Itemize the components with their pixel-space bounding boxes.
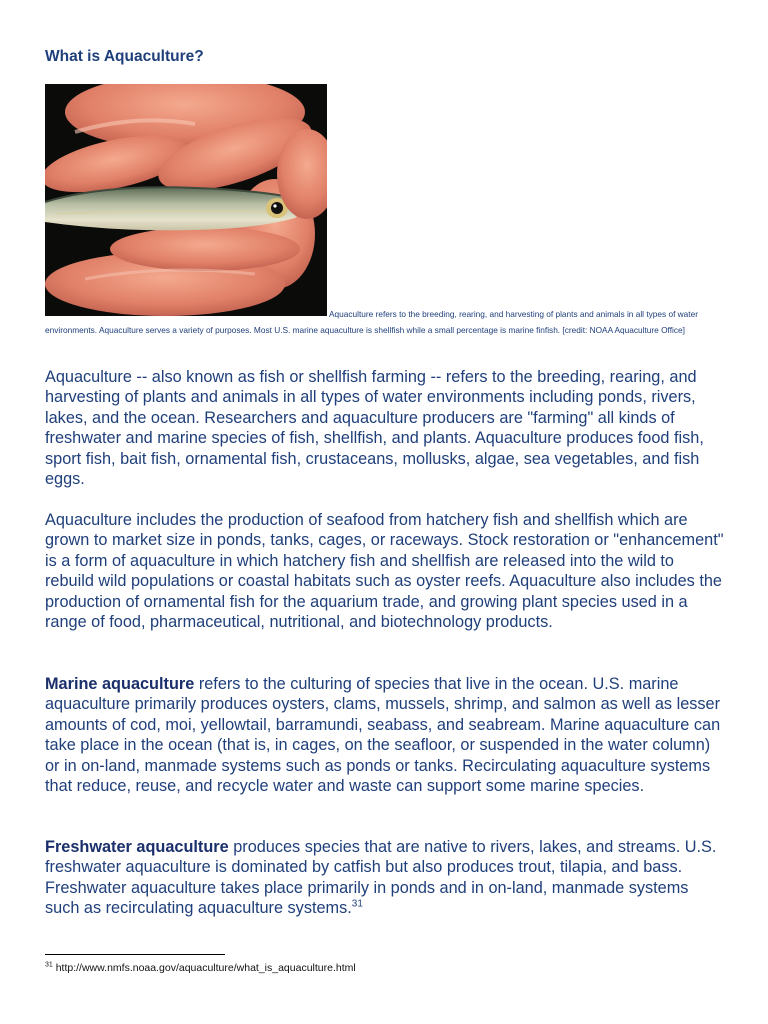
footnote-url[interactable]: http://www.nmfs.noaa.gov/aquaculture/what_is_aquaculture.html — [52, 962, 356, 974]
page-title: What is Aquaculture? — [45, 48, 204, 65]
footnote-divider — [45, 954, 225, 955]
fish-in-hand-photo — [45, 84, 327, 316]
footnote — [45, 962, 356, 974]
marine-aquaculture-term: Marine aquaculture — [45, 675, 195, 693]
paragraph-marine-aquaculture — [45, 674, 725, 796]
paragraph-aquaculture-definition: Aquaculture -- also known as fish or shellfish farming -- refers to the breeding, rearing, and harvesting of plants and animals in all types of water environments including ponds, rivers, lakes, and the ocean. Researchers and aquaculture producers are "farming" all kinds of freshwater and marine species of fish, shellfish, and plants. Aquaculture produces food fish, sport fish, bait fish, ornamental fish, crustaceans, mollusks, algae, sea vegetables, and fish eggs. — [45, 368, 704, 489]
freshwater-aquaculture-text: produces species that are native to rivers, lakes, and streams. U.S. freshwater aquaculture is dominated by catfish but also produces trout, tilapia, and bass. Freshwater aquaculture takes place primarily in ponds and in on-land, manmade systems such as recirculating aquaculture systems. — [45, 838, 717, 918]
paragraph-freshwater-aquaculture — [45, 837, 725, 919]
freshwater-aquaculture-term: Freshwater aquaculture — [45, 838, 229, 856]
footnote-reference[interactable]: 31 — [351, 898, 363, 910]
photo-caption: Aquaculture refers to the breeding, rearing, and harvesting of plants and animals in all types of water environments. Aquaculture serves a variety of purposes. Most U.S. marine aquaculture is shellfish while a small percentage is marine finfish. [credit: NOAA Aquaculture Office] — [45, 309, 698, 335]
paragraph-aquaculture-production: Aquaculture includes the production of seafood from hatchery fish and shellfish which are grown to market size in ponds, tanks, cages, or raceways. Stock restoration or "enhancement" is a form of aquaculture in which hatchery fish and shellfish are released into the wild to rebuild wild populations or coastal habitats such as oyster reefs. Aquaculture also includes the production of ornamental fish for the aquarium trade, and growing plant species used in a range of food, pharmaceutical, nutritional, and biotechnology products. — [45, 511, 724, 632]
footnote-number: 31 — [45, 961, 53, 969]
marine-aquaculture-text: refers to the culturing of species that live in the ocean. U.S. marine aquaculture primarily produces oysters, clams, mussels, shrimp, and salmon as well as lesser amounts of cod, moi, yellowtail, barramundi, seabass, and seabream. Marine aquaculture can take place in the ocean (that is, in cages, on the seafloor, or suspended in the water column) or in on-land, manmade systems such as ponds or tanks. Recirculating aquaculture systems that reduce, reuse, and recycle water and waste can support some marine species. — [45, 675, 721, 796]
